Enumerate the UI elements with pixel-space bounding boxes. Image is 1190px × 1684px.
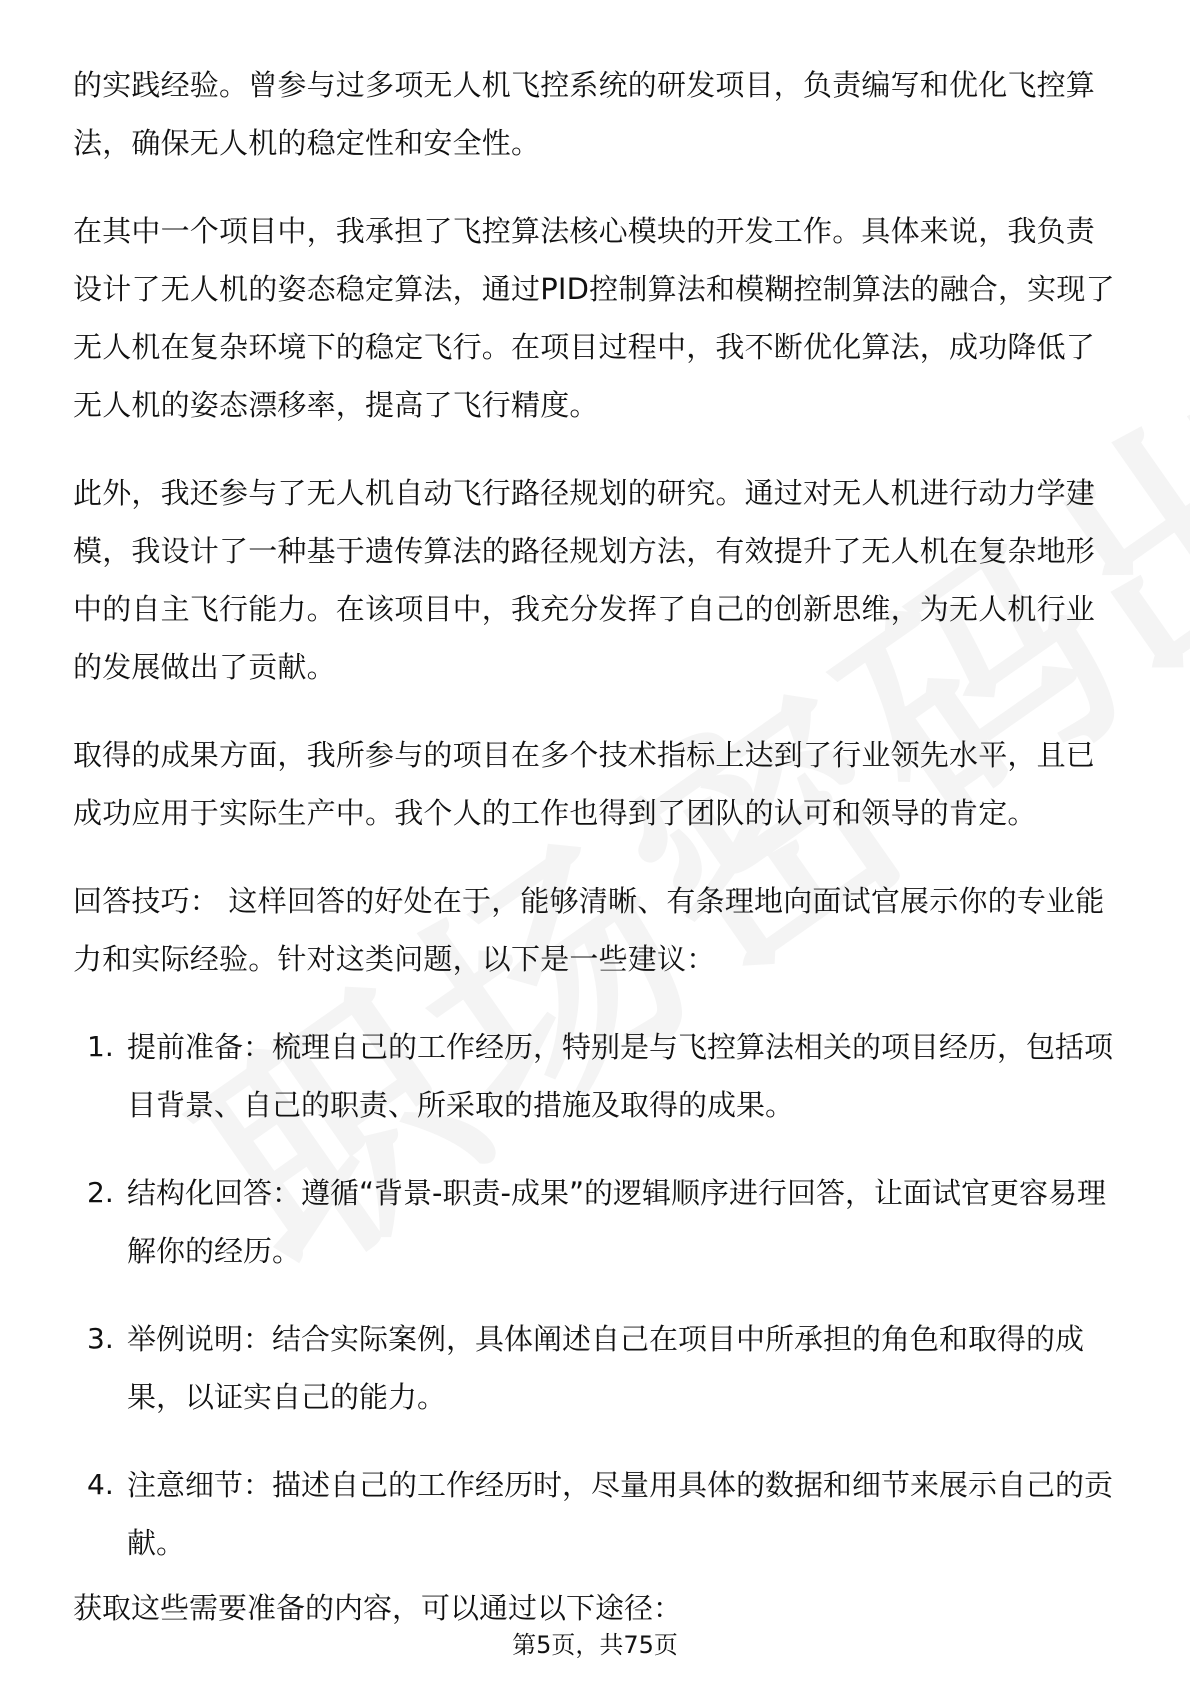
page-footer: 第5页，共75页 xyxy=(512,1631,678,1659)
paragraph-project-attitude: 在其中一个项目中，我承担了飞控算法核心模块的开发工作。具体来说，我负责设计了无人机的姿态稳定算法，通过PID控制算法和模糊控制算法的融合，实现了无人机在复杂环境下的稳定飞行。在项目过程中，我不断优化算法，成功降低了无人机的姿态漂移率，提高了飞行精度。 xyxy=(73,214,1115,422)
list-item-text: 结构化回答：遵循“背景-职责-成果”的逻辑顺序进行回答，让面试官更容易理解你的经历。 xyxy=(127,1176,1106,1268)
list-item-number: 4. xyxy=(87,1468,114,1501)
list-item xyxy=(73,1456,1123,1572)
paragraph-sources: 获取这些需要准备的内容，可以通过以下途径： xyxy=(73,1591,683,1625)
list-item xyxy=(73,1018,1123,1134)
list-item-number: 1. xyxy=(87,1030,114,1063)
list-item-text: 注意细节：描述自己的工作经历时，尽量用具体的数据和细节来展示自己的贡献。 xyxy=(127,1468,1114,1560)
list-item xyxy=(73,1164,1123,1280)
document-body xyxy=(73,56,1123,1572)
paragraph-answer-tips: 回答技巧： 这样回答的好处在于，能够清晰、有条理地向面试官展示你的专业能力和实际经验。针对这类问题，以下是一些建议： xyxy=(73,884,1105,976)
paragraph-path-planning: 此外，我还参与了无人机自动飞行路径规划的研究。通过对无人机进行动力学建模，我设计了一种基于遗传算法的路径规划方法，有效提升了无人机在复杂地形中的自主飞行能力。在该项目中，我充分发挥了自己的创新思维，为无人机行业的发展做出了贡献。 xyxy=(73,476,1096,684)
tips-list xyxy=(73,1018,1123,1572)
paragraph-achievements: 取得的成果方面，我所参与的项目在多个技术指标上达到了行业领先水平，且已成功应用于实际生产中。我个人的工作也得到了团队的认可和领导的肯定。 xyxy=(73,738,1096,830)
list-item-text: 提前准备：梳理自己的工作经历，特别是与飞控算法相关的项目经历，包括项目背景、自己的职责、所采取的措施及取得的成果。 xyxy=(127,1030,1114,1122)
list-item-number: 3. xyxy=(87,1322,114,1355)
list-item xyxy=(73,1310,1123,1426)
list-item-text: 举例说明：结合实际案例，具体阐述自己在项目中所承担的角色和取得的成果，以证实自己的能力。 xyxy=(127,1322,1085,1414)
paragraph-experience: 的实践经验。曾参与过多项无人机飞控系统的研发项目，负责编写和优化飞控算法，确保无人机的稳定性和安全性。 xyxy=(73,68,1096,160)
list-item-number: 2. xyxy=(87,1176,114,1209)
